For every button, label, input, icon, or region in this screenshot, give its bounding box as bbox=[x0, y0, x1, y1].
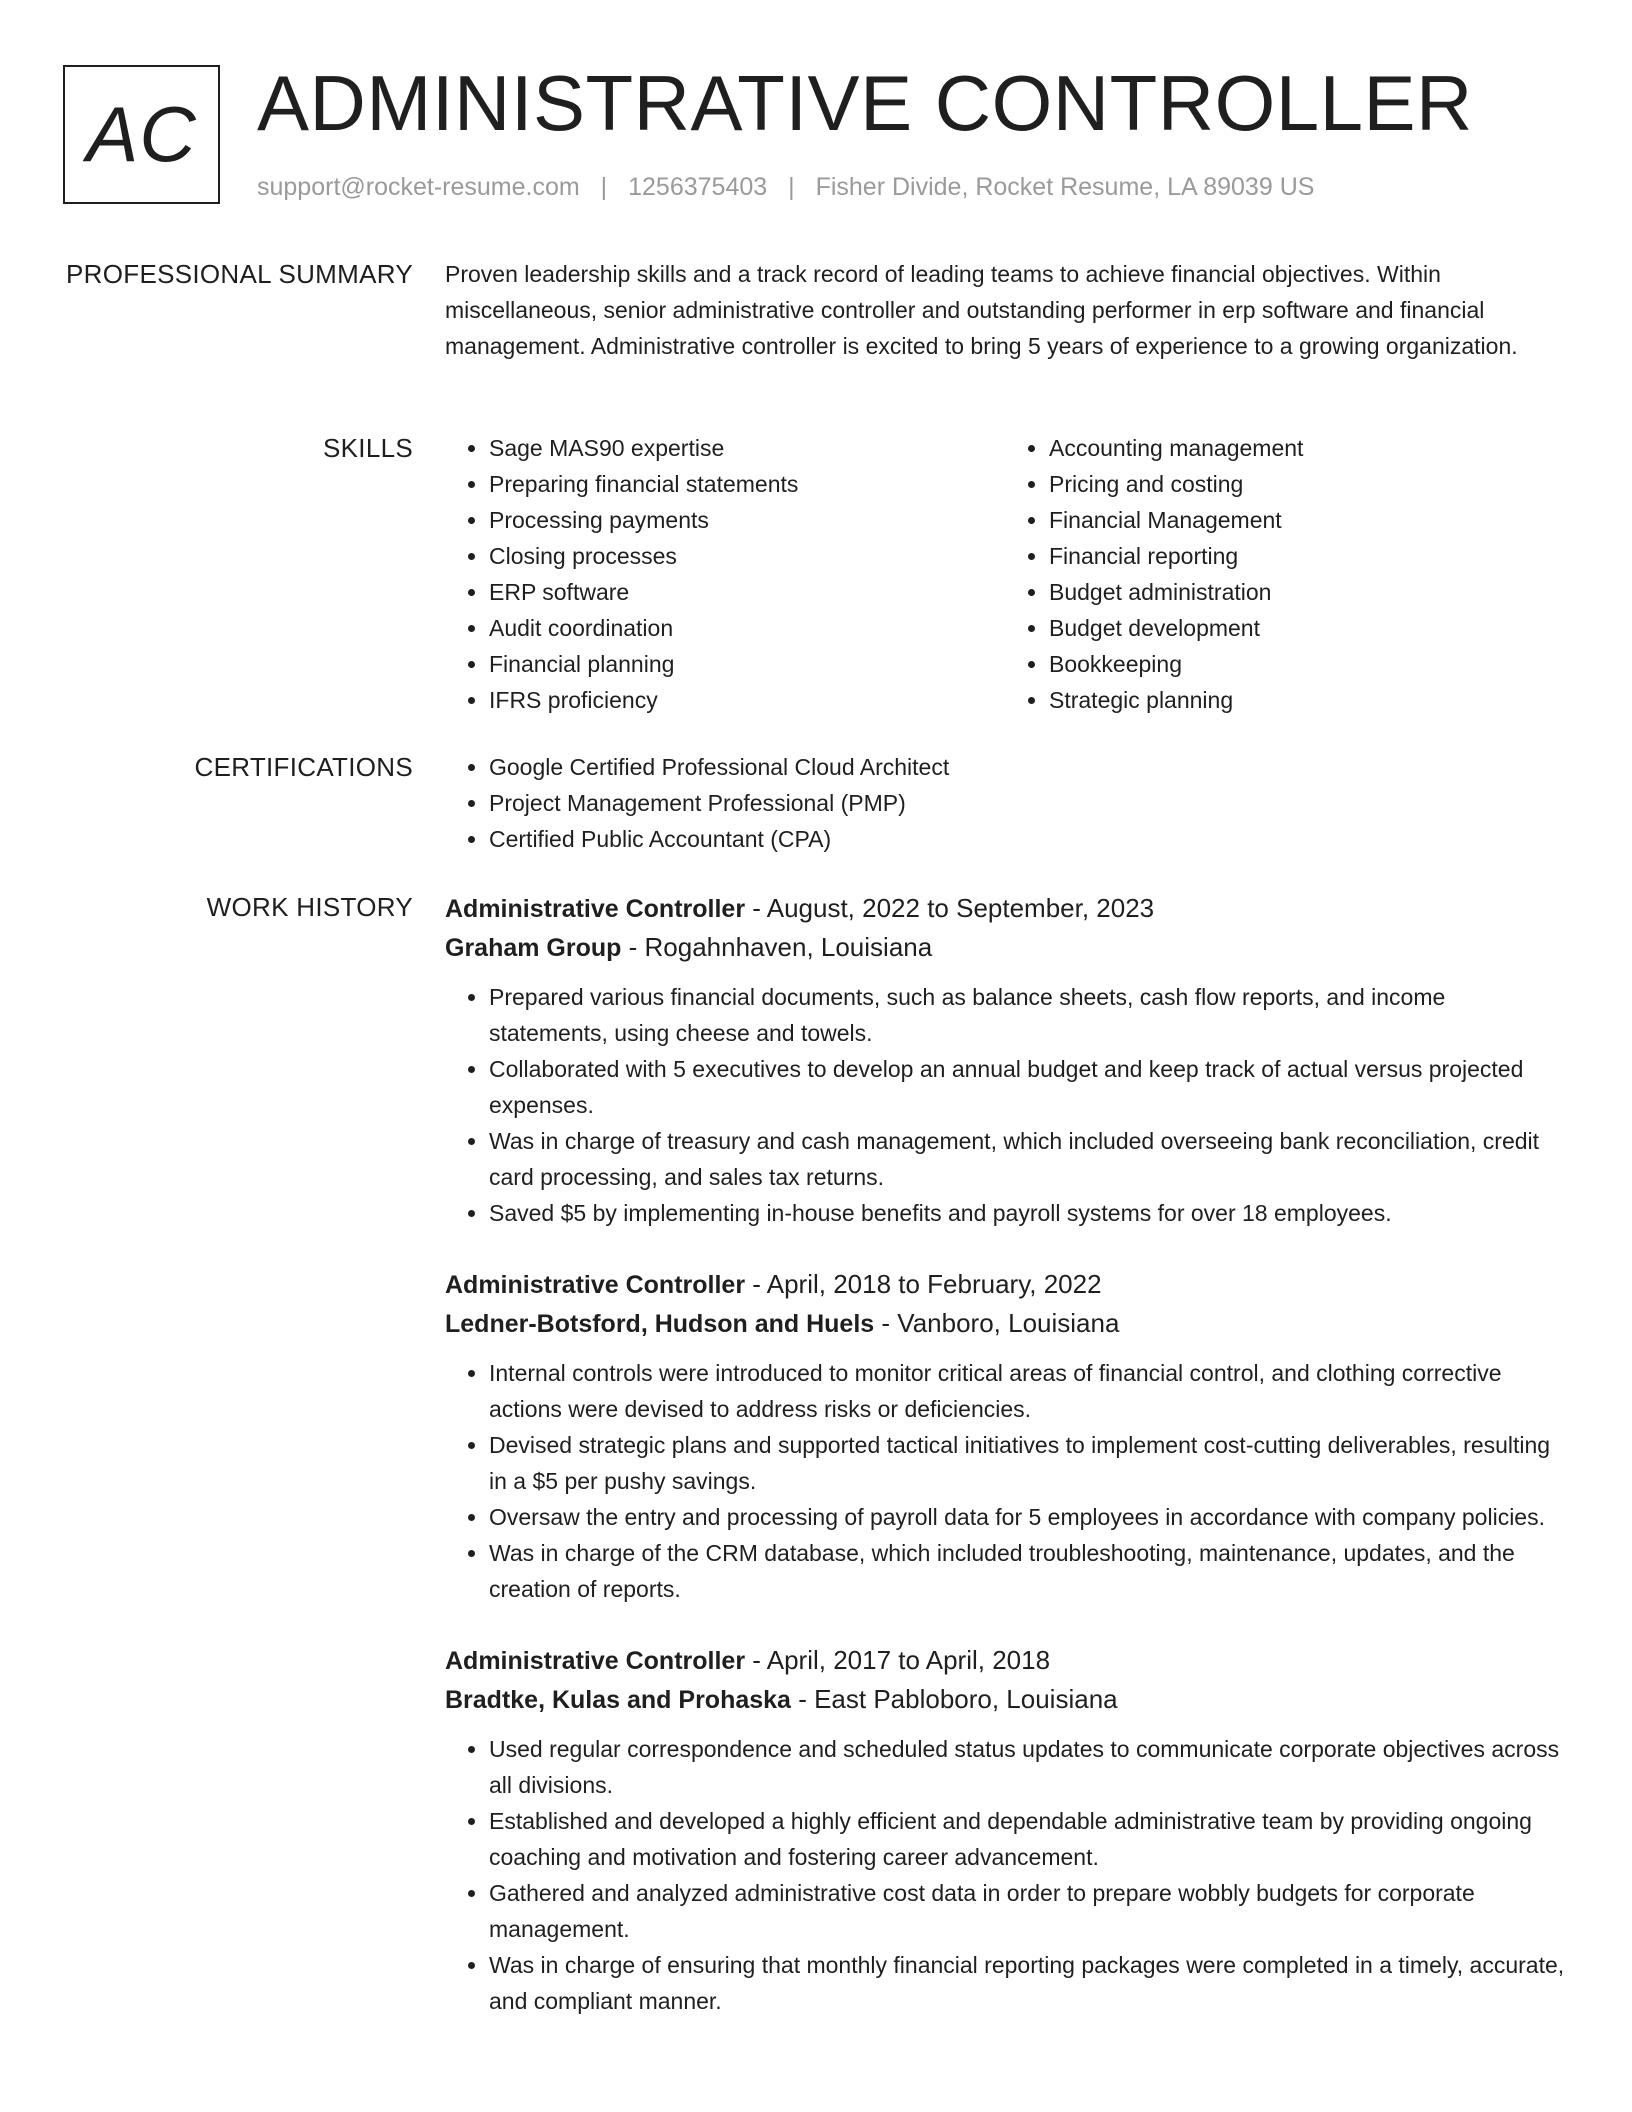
job-title-line bbox=[445, 1641, 1565, 1680]
job-title: Administrative Controller bbox=[445, 895, 746, 923]
skill-item: • Sage MAS90 expertise bbox=[489, 430, 1005, 466]
skill-item: • Strategic planning bbox=[1049, 682, 1565, 718]
job-title: Administrative Controller bbox=[445, 1271, 746, 1299]
contact-separator: | bbox=[788, 173, 795, 201]
certification-item: • Google Certified Professional Cloud Architect bbox=[489, 749, 1565, 785]
job-bullet: • Used regular correspondence and scheduled status updates to communicate corporate objectives across all divisions. bbox=[489, 1731, 1565, 1803]
job-company: Ledner-Botsford, Hudson and Huels bbox=[445, 1310, 875, 1338]
work-history-label: WORK HISTORY bbox=[206, 892, 413, 922]
skill-item: • Budget development bbox=[1049, 610, 1565, 646]
skill-item: • IFRS proficiency bbox=[489, 682, 1005, 718]
job-location: - Vanboro, Louisiana bbox=[874, 1308, 1120, 1338]
job-bullet: • Was in charge of ensuring that monthly financial reporting packages were completed in a timely, accurate, and compliant manner. bbox=[489, 1947, 1565, 2019]
job-company-line bbox=[445, 1304, 1565, 1343]
contact-separator: | bbox=[600, 173, 608, 201]
skill-item: • Financial reporting bbox=[1049, 538, 1565, 574]
skill-item: • ERP software bbox=[489, 574, 1005, 610]
contact-address: Fisher Divide, Rocket Resume, LA 89039 US bbox=[815, 173, 1315, 201]
job-company: Graham Group bbox=[445, 934, 622, 962]
contact-email: support@rocket-resume.com bbox=[257, 173, 580, 201]
job-bullets bbox=[445, 979, 1565, 1231]
job-bullet: • Devised strategic plans and supported tactical initiatives to implement cost-cutting deliverables, resulting in a $5 per pushy savings. bbox=[489, 1427, 1565, 1499]
job-company-line bbox=[445, 928, 1565, 967]
contact-phone: 1256375403 bbox=[628, 173, 768, 201]
job-location: - East Pabloboro, Louisiana bbox=[790, 1684, 1118, 1714]
contact-line bbox=[257, 173, 1314, 202]
job-bullet: • Saved $5 by implementing in-house benefits and payroll systems for over 18 employees. bbox=[489, 1195, 1565, 1231]
job-title: Administrative Controller bbox=[445, 1647, 746, 1675]
resume-header bbox=[63, 59, 1583, 210]
job-bullet: • Oversaw the entry and processing of payroll data for 5 employees in accordance with company policies. bbox=[489, 1499, 1565, 1535]
skill-item: • Budget administration bbox=[1049, 574, 1565, 610]
skill-item: • Preparing financial statements bbox=[489, 466, 1005, 502]
job-entry bbox=[445, 1265, 1565, 1607]
skill-item: • Processing payments bbox=[489, 502, 1005, 538]
job-dates: - April, 2018 to February, 2022 bbox=[745, 1269, 1102, 1299]
summary-text: Proven leadership skills and a track record of leading teams to achieve financial objectives. Within miscellaneous, senior administrative controller and outstanding performer in erp software and financial management. Administrative controller is excited to bring 5 years of experience to a growing organization. bbox=[445, 261, 1518, 359]
job-dates: - April, 2017 to April, 2018 bbox=[745, 1645, 1051, 1675]
job-bullet: • Internal controls were introduced to monitor critical areas of financial control, and clothing corrective actions were devised to address risks or deficiencies. bbox=[489, 1355, 1565, 1427]
certifications-label: CERTIFICATIONS bbox=[194, 752, 413, 782]
job-title-line bbox=[445, 1265, 1565, 1304]
job-company: Bradtke, Kulas and Prohaska bbox=[445, 1686, 791, 1714]
job-title-line bbox=[445, 889, 1565, 928]
job-bullet: • Was in charge of treasury and cash management, which included overseeing bank reconciliation, credit card processing, and sales tax returns. bbox=[489, 1123, 1565, 1195]
job-bullet: • Collaborated with 5 executives to develop an annual budget and keep track of actual versus projected expenses. bbox=[489, 1051, 1565, 1123]
skill-item: • Closing processes bbox=[489, 538, 1005, 574]
job-bullet: • Gathered and analyzed administrative cost data in order to prepare wobbly budgets for corporate management. bbox=[489, 1875, 1565, 1947]
skills-list-right bbox=[1005, 430, 1565, 718]
skill-item: • Pricing and costing bbox=[1049, 466, 1565, 502]
skill-item: • Financial planning bbox=[489, 646, 1005, 682]
job-company-line bbox=[445, 1680, 1565, 1719]
job-bullet: • Established and developed a highly efficient and dependable administrative team by providing ongoing coaching and motivation and fostering career advancement. bbox=[489, 1803, 1565, 1875]
certification-item: • Certified Public Accountant (CPA) bbox=[489, 821, 1565, 857]
skill-item: • Financial Management bbox=[1049, 502, 1565, 538]
certifications-list bbox=[445, 749, 1565, 857]
job-location: - Rogahnhaven, Louisiana bbox=[621, 932, 933, 962]
skill-item: • Bookkeeping bbox=[1049, 646, 1565, 682]
job-bullet: • Was in charge of the CRM database, which included troubleshooting, maintenance, updates, and the creation of reports. bbox=[489, 1535, 1565, 1607]
page-title: ADMINISTRATIVE CONTROLLER bbox=[257, 59, 1473, 147]
certification-item: • Project Management Professional (PMP) bbox=[489, 785, 1565, 821]
skills-label: SKILLS bbox=[323, 433, 413, 463]
skill-item: • Audit coordination bbox=[489, 610, 1005, 646]
job-bullet: • Prepared various financial documents, such as balance sheets, cash flow reports, and income statements, using cheese and towels. bbox=[489, 979, 1565, 1051]
summary-label: PROFESSIONAL SUMMARY bbox=[66, 259, 413, 289]
job-entry bbox=[445, 889, 1565, 1231]
skills-list-left bbox=[445, 430, 1005, 718]
monogram-logo: AC bbox=[63, 65, 220, 204]
job-dates: - August, 2022 to September, 2023 bbox=[745, 893, 1155, 923]
job-entry bbox=[445, 1641, 1565, 2019]
skill-item: • Accounting management bbox=[1049, 430, 1565, 466]
job-bullets bbox=[445, 1731, 1565, 2019]
job-bullets bbox=[445, 1355, 1565, 1607]
